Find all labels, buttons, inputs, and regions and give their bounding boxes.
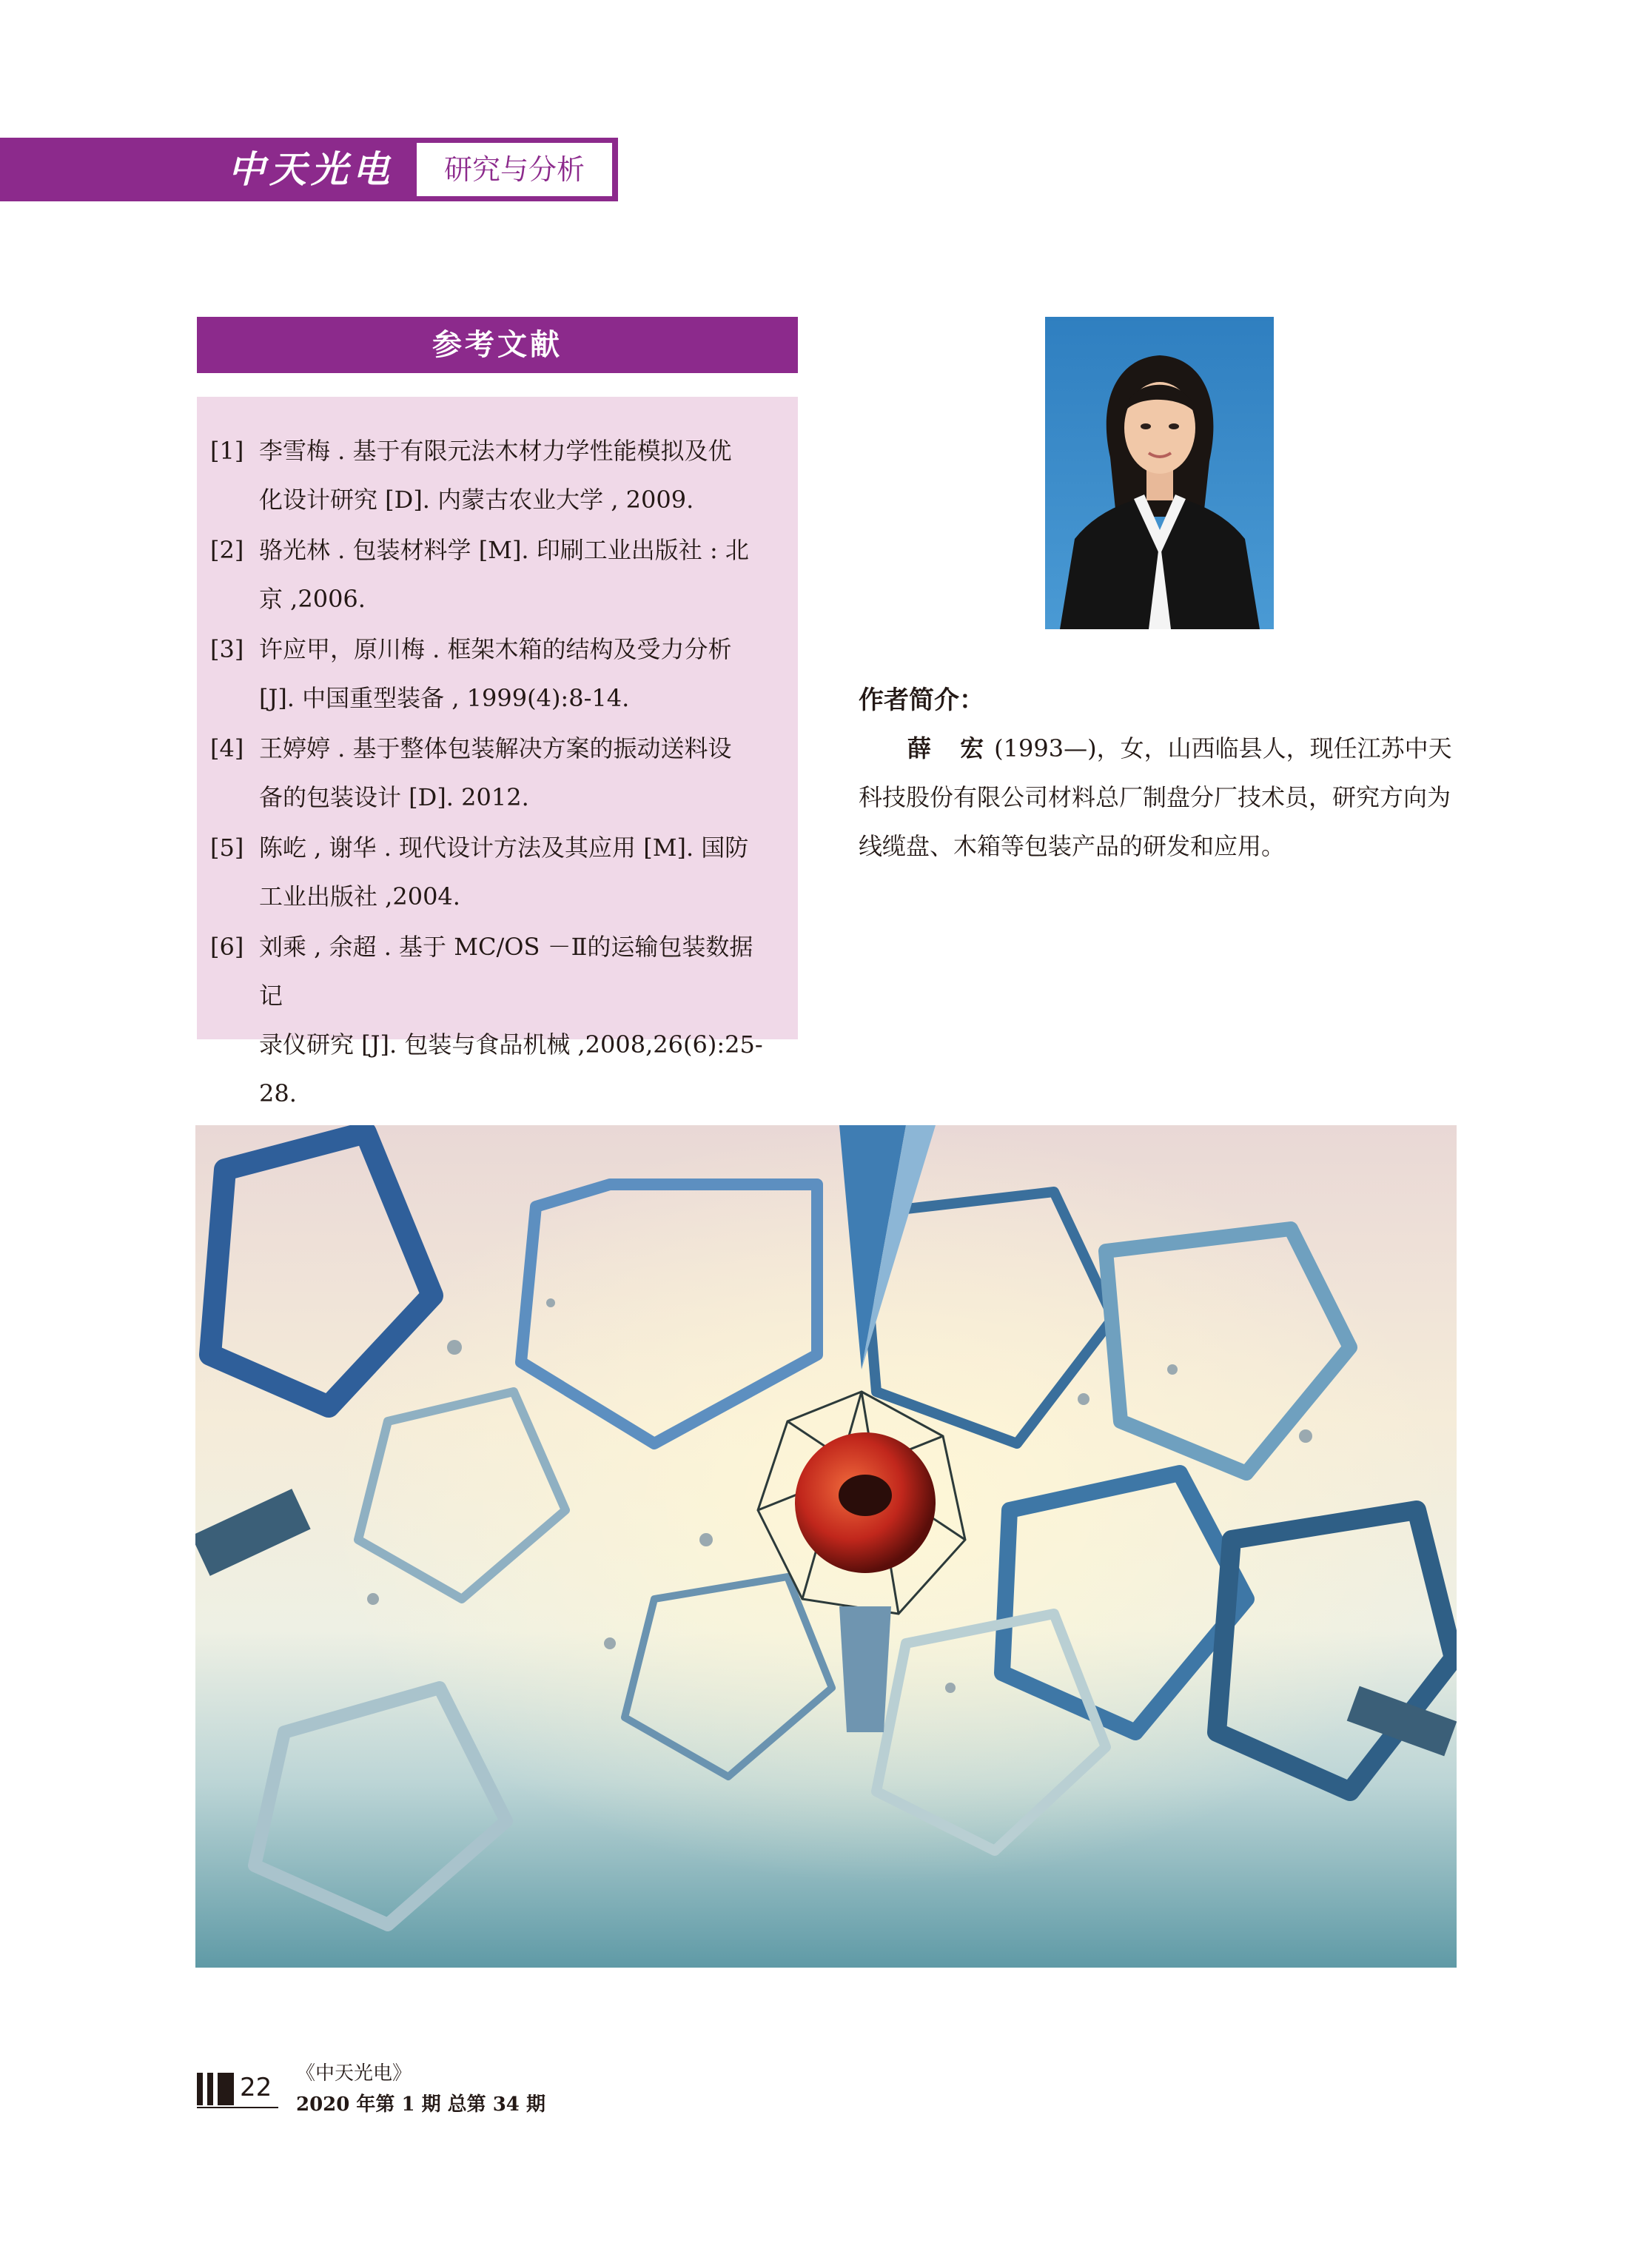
reference-item [210,823,776,921]
reference-text-line: 刘乘 , 余超 . 基于 MC/OS －Ⅱ的运输包装数据记 [259,933,753,1010]
reference-text-line: 许应甲，原川梅 . 框架木箱的结构及受力分析 [259,635,732,663]
reference-item [210,922,776,1118]
reference-text-line: 骆光林 . 包装材料学 [M]. 印刷工业出版社 : 北 [259,536,749,564]
author-heading: 作者简介： [859,685,984,715]
footer-bar [218,2073,234,2105]
references-title: 参考文献 [197,317,798,373]
reference-text-line: 陈屹 , 谢华 . 现代设计方法及其应用 [M]. 国防 [259,834,749,862]
reference-text-line: 王婷婷 . 基于整体包装解决方案的振动送料设 [259,734,732,762]
reference-text-line: 李雪梅 . 基于有限元法木材力学性能模拟及优 [259,437,732,465]
reference-number: [6] [210,933,244,961]
footer-bar [207,2073,213,2105]
footer-rule [197,2107,278,2108]
magazine-name: 《中天光电》 [296,2062,412,2085]
decorative-artwork [195,1125,1457,1968]
reference-item [210,625,776,722]
reference-item [210,724,776,822]
footer-bar [197,2073,203,2105]
reference-number: [5] [210,834,244,862]
reference-text-line: 工业出版社 ,2004. [259,882,460,911]
author-photo [1045,317,1274,629]
reference-text-line: 京 ,2006. [259,585,366,613]
reference-number: [1] [210,437,244,465]
page-number: 22 [240,2073,272,2102]
reference-text-line: [J]. 中国重型装备 , 1999(4):8-14. [259,684,630,712]
reference-text-line: 备的包装设计 [D]. 2012. [259,783,529,811]
references-list [197,397,798,1107]
author-name: 薛 宏 [907,734,995,762]
reference-number: [2] [210,536,244,564]
reference-number: [4] [210,734,244,762]
issue-info: 2020 年第 1 期 总第 34 期 [296,2093,545,2116]
reference-text-line: 化设计研究 [D]. 内蒙古农业大学 , 2009. [259,486,694,514]
reference-text-line: 录仪研究 [J]. 包装与食品机械 ,2008,26(6):25-28. [259,1030,763,1107]
reference-item [210,426,776,524]
reference-number: [3] [210,635,244,663]
section-label: 研究与分析 [414,141,614,198]
author-bio [859,724,1465,871]
reference-item [210,526,776,623]
magazine-logo: 中天光电 [228,147,394,191]
author-bio-text: (1993—)，女，山西临县人，现任江苏中天科技股份有限公司材料总厂制盘分厂技术员，研究方向为线缆盘、木箱等包装产品的研发和应用。 [859,734,1452,860]
